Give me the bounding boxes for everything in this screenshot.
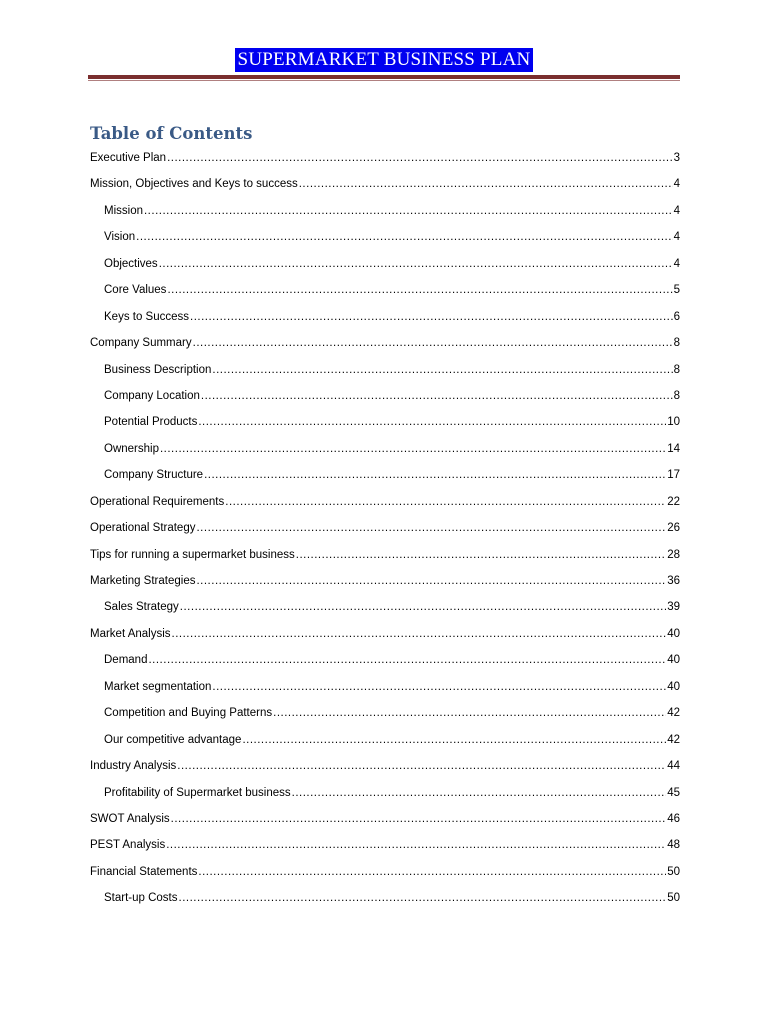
toc-entry[interactable]: [90, 150, 680, 176]
toc-entry-label: Executive Plan: [90, 152, 167, 164]
toc-entry[interactable]: [90, 362, 680, 388]
toc-entry[interactable]: [90, 811, 680, 837]
toc-entry[interactable]: [90, 520, 680, 546]
toc-leader-dots: [296, 547, 666, 563]
toc-entry[interactable]: [90, 494, 680, 520]
toc-entry-label: Competition and Buying Patterns: [104, 707, 273, 720]
toc-entry[interactable]: [90, 282, 680, 308]
toc-leader-dots: [198, 414, 666, 430]
toc-entry-label: Business Description: [104, 363, 212, 376]
toc-entry-label: Marketing Strategies: [90, 575, 196, 587]
toc-leader-dots: [193, 335, 673, 351]
toc-leader-dots: [179, 890, 667, 906]
toc-entry[interactable]: [90, 890, 680, 916]
toc-entry-label: Core Values: [104, 284, 167, 297]
header-divider-thin: [88, 80, 680, 81]
toc-entry[interactable]: [90, 176, 680, 202]
toc-entry[interactable]: [90, 229, 680, 255]
toc-entry[interactable]: [90, 837, 680, 863]
toc-entry[interactable]: [90, 573, 680, 599]
toc-entry[interactable]: [90, 309, 680, 335]
toc-entry-label: Our competitive advantage: [104, 733, 242, 746]
toc-entry[interactable]: [90, 256, 680, 282]
toc-entry-page: 40: [667, 627, 680, 640]
toc-entry-page: 4: [673, 231, 680, 244]
toc-entry-label: Mission, Objectives and Keys to success: [90, 178, 298, 191]
toc-entry-label: Company Structure: [104, 469, 204, 482]
toc-leader-dots: [212, 362, 672, 378]
toc-entry-label: Objectives: [104, 257, 158, 270]
toc-entry-page: 45: [667, 786, 680, 799]
toc-entry-label: Operational Strategy: [90, 522, 196, 535]
toc-entry[interactable]: [90, 864, 680, 890]
toc-leader-dots: [167, 150, 673, 166]
toc-entry-page: 44: [667, 760, 680, 773]
toc-entry-page: 50: [667, 892, 680, 905]
toc-entry-page: 4: [673, 178, 680, 191]
toc-entry-page: 46: [667, 812, 680, 825]
header: [0, 48, 768, 72]
toc-leader-dots: [177, 758, 666, 774]
toc-leader-dots: [242, 732, 666, 748]
toc-entry-label: Operational Requirements: [90, 495, 225, 508]
toc-entry-page: 39: [667, 601, 680, 614]
toc-entry-page: 22: [667, 495, 680, 508]
toc-entry-label: Market segmentation: [104, 680, 212, 693]
toc-entry-label: SWOT Analysis: [90, 812, 170, 825]
document-title: SUPERMARKET BUSINESS PLAN: [235, 48, 534, 72]
toc-entry-label: Financial Statements: [90, 865, 198, 878]
toc-entry-page: 50: [667, 865, 680, 878]
toc-entry[interactable]: [90, 441, 680, 467]
toc-entry-label: Demand: [104, 654, 148, 667]
toc-leader-dots: [196, 520, 666, 536]
toc-leader-dots: [159, 256, 673, 272]
toc-entry-label: Company Location: [104, 389, 200, 402]
toc-leader-dots: [148, 652, 666, 668]
toc-entry-label: Mission: [104, 204, 143, 217]
toc-entry[interactable]: [90, 626, 680, 652]
toc-entry-page: 42: [667, 733, 680, 746]
toc-leader-dots: [136, 229, 672, 245]
toc-leader-dots: [273, 705, 666, 721]
toc-entry-page: 3: [673, 152, 680, 164]
toc-entry[interactable]: [90, 203, 680, 229]
toc-entry-label: Sales Strategy: [104, 601, 179, 614]
toc-entry-page: 40: [667, 680, 680, 693]
toc-leader-dots: [201, 388, 673, 404]
toc-leader-dots: [212, 679, 666, 695]
toc-entry-label: Tips for running a supermarket business: [90, 548, 295, 561]
toc-leader-dots: [144, 203, 673, 219]
toc-entry[interactable]: [90, 599, 680, 625]
toc-entry-page: 5: [673, 284, 680, 297]
toc-leader-dots: [172, 626, 667, 642]
toc-entry[interactable]: [90, 758, 680, 784]
toc-leader-dots: [299, 176, 673, 192]
toc-leader-dots: [292, 785, 667, 801]
toc-entry-label: Company Summary: [90, 337, 192, 350]
toc-entry-label: Vision: [104, 231, 136, 244]
toc-entry-page: 48: [667, 839, 680, 852]
toc-entry[interactable]: [90, 467, 680, 493]
toc-entry-label: Market Analysis: [90, 627, 171, 640]
toc-entry[interactable]: [90, 335, 680, 361]
toc-entry-label: Ownership: [104, 442, 159, 455]
header-divider: [88, 75, 680, 79]
toc-entry-page: 42: [667, 707, 680, 720]
toc-entry[interactable]: [90, 785, 680, 811]
toc-entry-page: 40: [667, 654, 680, 667]
toc-entry[interactable]: [90, 388, 680, 414]
toc-entry[interactable]: [90, 732, 680, 758]
toc-leader-dots: [166, 837, 666, 853]
toc-entry-page: 8: [673, 363, 680, 376]
toc-leader-dots: [198, 864, 666, 880]
toc-entry[interactable]: [90, 547, 680, 573]
toc-entry-page: 14: [667, 442, 680, 455]
toc-entry-page: 28: [667, 548, 680, 561]
toc-entry-label: Keys to Success: [104, 310, 190, 323]
toc-entry-label: Profitability of Supermarket business: [104, 786, 291, 799]
toc-heading: Table of Contents: [90, 124, 253, 143]
toc-entry-page: 8: [673, 337, 680, 350]
toc-entry[interactable]: [90, 652, 680, 678]
toc-leader-dots: [190, 309, 673, 325]
toc-leader-dots: [196, 573, 666, 589]
toc-leader-dots: [204, 467, 666, 483]
toc-entry-page: 36: [667, 575, 680, 587]
toc-entry-page: 26: [667, 522, 680, 535]
toc-entry-page: 8: [673, 389, 680, 402]
table-of-contents: [90, 150, 680, 917]
toc-leader-dots: [160, 441, 666, 457]
toc-entry[interactable]: [90, 414, 680, 440]
toc-entry[interactable]: [90, 705, 680, 731]
toc-entry[interactable]: [90, 679, 680, 705]
toc-entry-page: 6: [673, 310, 680, 323]
toc-entry-label: Start-up Costs: [104, 892, 178, 905]
toc-leader-dots: [167, 282, 672, 298]
toc-entry-page: 17: [667, 469, 680, 482]
toc-entry-page: 4: [673, 204, 680, 217]
toc-leader-dots: [180, 599, 666, 615]
toc-leader-dots: [171, 811, 667, 827]
toc-entry-page: 4: [673, 257, 680, 270]
toc-entry-page: 10: [667, 416, 680, 429]
toc-entry-label: PEST Analysis: [90, 839, 166, 852]
toc-entry-label: Industry Analysis: [90, 760, 177, 773]
toc-leader-dots: [225, 494, 666, 510]
toc-entry-label: Potential Products: [104, 416, 198, 429]
